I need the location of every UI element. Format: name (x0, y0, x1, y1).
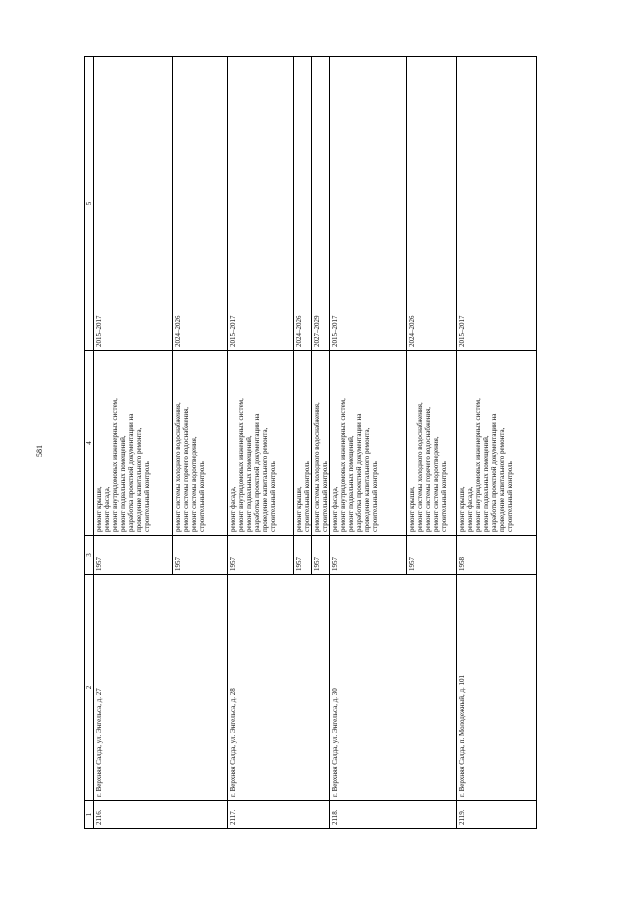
build-year-cell: 1957 (94, 536, 173, 575)
works-cell (173, 351, 228, 536)
header-col-4: 4 (85, 351, 94, 536)
works-cell (407, 351, 457, 536)
works-cell (330, 351, 407, 536)
table-row (457, 57, 537, 829)
period-cell: 2015–2017 (228, 57, 294, 351)
row-number-cell: 2118. (330, 801, 457, 829)
work-item: ремонт крыши, (295, 486, 303, 532)
address-cell: г. Верхняя Салда, п. Молодежный, д. 101 (457, 575, 537, 801)
build-year-cell: 1957 (228, 536, 294, 575)
work-item: ремонт системы холодного водоснабжения, (313, 402, 321, 532)
period-cell: 2015–2017 (330, 57, 407, 351)
period-cell: 2015–2017 (94, 57, 173, 351)
work-item: ремонт крыши, (95, 486, 103, 532)
work-item: ремонт фасада, (229, 486, 237, 532)
works-cell (294, 351, 312, 536)
build-year-cell: 1957 (407, 536, 457, 575)
work-item: ремонт крыши, (408, 486, 416, 532)
row-number-cell: 2117. (228, 801, 330, 829)
period-cell: 2024–2026 (294, 57, 312, 351)
work-item: ремонт подвальных помещений, (482, 435, 490, 532)
capital-repair-table (84, 56, 537, 829)
table-header-row (85, 57, 94, 829)
build-year-cell: 1957 (173, 536, 228, 575)
header-col-2: 2 (85, 575, 94, 801)
work-item: ремонт фасада, (331, 486, 339, 532)
page-number: 581 (35, 445, 44, 457)
work-item: проведение капитального ремонта, (135, 427, 143, 532)
period-cell: 2024–2026 (407, 57, 457, 351)
period-cell: 2027–2029 (312, 57, 330, 351)
work-item: ремонт подвальных помещений, (119, 435, 127, 532)
header-col-5: 5 (85, 57, 94, 351)
table-row (228, 57, 294, 829)
work-item: строительный контроль (143, 461, 151, 532)
address-cell: г. Верхняя Салда, ул. Энгельса, д. 30 (330, 575, 457, 801)
build-year-cell: 1957 (312, 536, 330, 575)
work-item: ремонт фасада, (103, 486, 111, 532)
work-item: ремонт фасада, (466, 486, 474, 532)
table-row (330, 57, 407, 829)
period-cell: 2015–2017 (457, 57, 537, 351)
work-item: разработка проектной документации на (355, 413, 363, 532)
table-row (94, 57, 173, 829)
work-item: строительный контроль (269, 461, 277, 532)
works-cell (457, 351, 537, 536)
build-year-cell: 1957 (294, 536, 312, 575)
work-item: ремонт системы холодного водоснабжения, (416, 402, 424, 532)
works-cell (312, 351, 330, 536)
work-item: строительный контроль (321, 461, 329, 532)
period-cell: 2024–2026 (173, 57, 228, 351)
work-item: разработка проектной документации на (253, 413, 261, 532)
work-item: ремонт системы водоотведения, (432, 436, 440, 532)
build-year-cell: 1957 (330, 536, 407, 575)
build-year-cell: 1958 (457, 536, 537, 575)
works-cell (94, 351, 173, 536)
table-body (94, 57, 537, 829)
work-item: ремонт подвальных помещений, (347, 435, 355, 532)
work-item: ремонт крыши, (458, 486, 466, 532)
work-item: ремонт системы горячего водоснабжения, (424, 406, 432, 532)
work-item: строительный контроль (198, 461, 206, 532)
work-item: ремонт внутридомовых инженерных систем, (339, 398, 347, 532)
work-item: ремонт подвальных помещений, (245, 435, 253, 532)
work-item: строительный контроль (440, 461, 448, 532)
row-number-cell: 2116. (94, 801, 228, 829)
work-item: проведение капитального ремонта, (363, 427, 371, 532)
work-item: ремонт внутридомовых инженерных систем, (474, 398, 482, 532)
work-item: строительный контроль (371, 461, 379, 532)
work-item: проведение капитального ремонта, (498, 427, 506, 532)
row-number-cell: 2119. (457, 801, 537, 829)
header-col-1: 1 (85, 801, 94, 829)
address-cell: г. Верхняя Салда, ул. Энгельса, д. 27 (94, 575, 228, 801)
address-cell: г. Верхняя Салда, ул. Энгельса, д. 28 (228, 575, 330, 801)
work-item: ремонт системы горячего водоснабжения, (182, 406, 190, 532)
work-item: ремонт внутридомовых инженерных систем, (111, 398, 119, 532)
header-col-3: 3 (85, 536, 94, 575)
work-item: разработка проектной документации на (127, 413, 135, 532)
work-item: ремонт внутридомовых инженерных систем, (237, 398, 245, 532)
work-item: проведение капитального ремонта, (261, 427, 269, 532)
work-item: строительный контроль (303, 461, 311, 532)
work-item: ремонт системы холодного водоснабжения, (174, 402, 182, 532)
work-item: разработка проектной документации на (490, 413, 498, 532)
works-cell (228, 351, 294, 536)
work-item: ремонт системы водоотведения, (190, 436, 198, 532)
work-item: строительный контроль (506, 461, 514, 532)
